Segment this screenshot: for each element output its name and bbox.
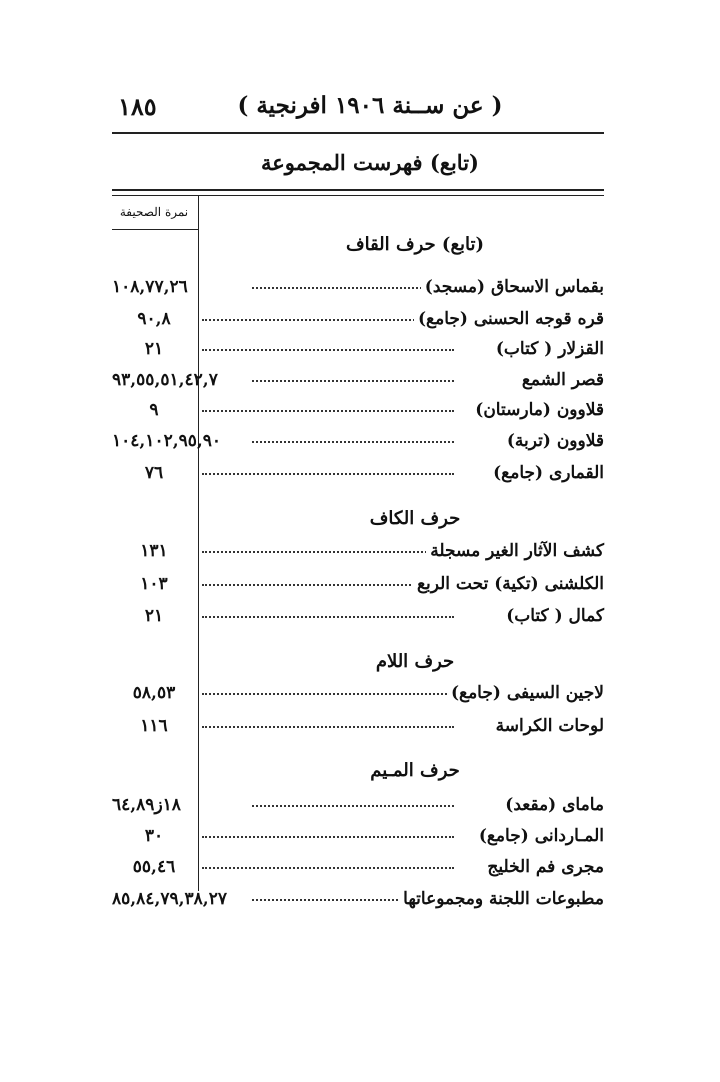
index-entry	[112, 681, 604, 711]
entry-page-numbers: ٩٣,٥٥,٥١,٤٢,٧	[112, 370, 218, 390]
entry-page-numbers: ٥٨,٥٣	[132, 683, 176, 703]
entry-title: القزلار ( كتاب)	[492, 339, 604, 359]
index-entry	[112, 824, 604, 854]
entry-title: مجرى فم الخليج	[483, 857, 604, 877]
index-entry	[112, 714, 604, 744]
index-entry	[112, 539, 604, 569]
entry-page-numbers: ١٣١	[140, 541, 168, 561]
entry-title: ماماى (مقعد)	[501, 795, 604, 815]
entry-leader-dots	[202, 349, 454, 351]
entry-title: قلاوون (تربة)	[503, 431, 604, 451]
entry-page-numbers: ٩٠,٨	[137, 309, 171, 329]
entry-title: لوحات الكراسة	[492, 716, 604, 736]
entry-leader-dots	[252, 441, 454, 443]
entry-title: كمال ( كتاب)	[502, 606, 604, 626]
entry-title: قره قوجه الحسنى (جامع)	[414, 309, 604, 329]
header-rule	[112, 132, 604, 134]
entry-title: قصر الشمع	[518, 370, 604, 390]
index-entry	[112, 855, 604, 885]
index-entry	[112, 461, 604, 491]
page-column-header-rule	[112, 229, 198, 230]
entry-leader-dots	[202, 551, 454, 553]
entry-page-numbers: ٧٦	[144, 463, 164, 483]
entry-leader-dots	[202, 410, 454, 412]
index-entry	[112, 307, 604, 337]
running-head: ( عن ســنة ١٩٠٦ افرنجية )	[237, 92, 503, 119]
page-number: ١٨٥	[118, 92, 157, 121]
index-entry	[112, 572, 604, 602]
index-entry	[112, 368, 604, 398]
section-heading-mim: حرف المـيم	[300, 760, 530, 781]
index-title: (تابع) فهرست المجموعة	[261, 150, 479, 175]
entry-leader-dots	[252, 805, 454, 807]
entry-title: الكلشنى (تكية) تحت الربع	[413, 574, 604, 594]
entry-page-numbers: ١٠٣	[140, 574, 168, 594]
section-heading-qaf: (تابع) حرف القاف	[300, 234, 530, 255]
entry-title: المـاردانى (جامع)	[475, 826, 604, 846]
entry-leader-dots	[202, 867, 454, 869]
entry-title: مطبوعات اللجنة ومجموعاتها	[399, 889, 604, 909]
entry-page-numbers: ٨٥,٨٤,٧٩,٣٨,٢٧	[112, 889, 227, 909]
entry-title: القمارى (جامع)	[489, 463, 604, 483]
index-entry	[112, 398, 604, 428]
index-entry	[112, 793, 604, 823]
section-heading-lam: حرف اللام	[300, 651, 530, 672]
index-entry	[112, 429, 604, 459]
entry-page-numbers: ١١٦	[140, 716, 168, 736]
entry-leader-dots	[202, 616, 454, 618]
entry-title: لاجين السيفى (جامع)	[447, 683, 604, 703]
entry-title: كشف الآثار الغير مسجلة	[426, 541, 604, 561]
section-heading-kaf: حرف الكاف	[300, 508, 530, 529]
entry-leader-dots	[202, 836, 454, 838]
index-entry	[112, 275, 604, 305]
entry-page-numbers: ٩	[149, 400, 159, 420]
index-entry	[112, 887, 604, 917]
index-entry	[112, 604, 604, 634]
double-rule-bottom	[112, 195, 604, 196]
entry-page-numbers: ٣٠	[144, 826, 164, 846]
entry-leader-dots	[202, 726, 454, 728]
entry-page-numbers: ١٠٨,٧٧,٢٦	[112, 277, 188, 297]
entry-page-numbers: ٥٥,٤٦	[132, 857, 176, 877]
double-rule-top	[112, 189, 604, 191]
entry-leader-dots	[252, 380, 454, 382]
entry-leader-dots	[202, 693, 454, 695]
entry-page-numbers: ٢١	[144, 606, 164, 626]
entry-title: بقماس الاسحاق (مسجد)	[421, 277, 604, 297]
entry-leader-dots	[202, 473, 454, 475]
entry-page-numbers: ١٨ز٦٤,٨٩	[112, 795, 181, 815]
index-entry	[112, 337, 604, 367]
entry-page-numbers: ١٠٤,١٠٢,٩٥,٩٠	[112, 431, 222, 451]
entry-page-numbers: ٢١	[144, 339, 164, 359]
page-column-header: نمرة الصحيفة	[119, 205, 189, 219]
entry-title: قلاوون (مارستان)	[471, 400, 604, 420]
